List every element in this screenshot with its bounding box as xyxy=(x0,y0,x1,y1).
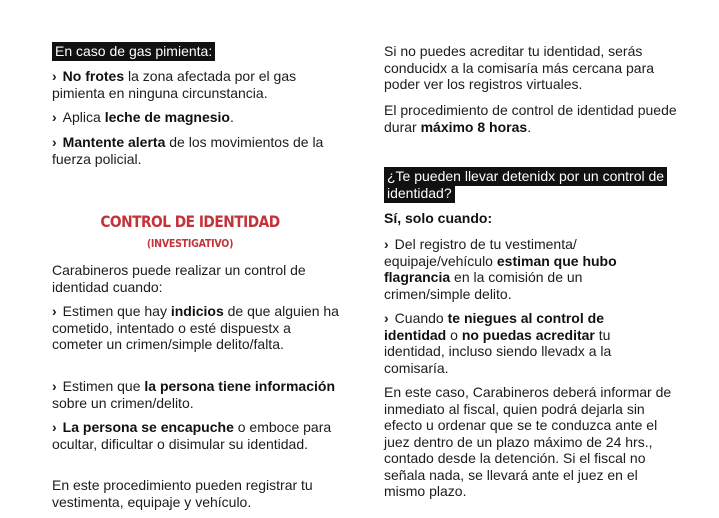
detain-item-2: › Cuando te niegues al control de identidad o no puedas acreditar tu identidad, incluso siendo llevadx a la comisaría. xyxy=(384,310,612,376)
duration-paragraph: El procedimiento de control de identidad puede durar máximo 8 horas. xyxy=(384,102,677,135)
control-title: CONTROL DE IDENTIDAD xyxy=(100,212,280,231)
control-item-1: › Estimen que hay indicios de que alguien ha cometido, intentado o esté dispuestx a cometer un crimen/simple delito/falta. xyxy=(52,303,339,352)
control-closing: En este procedimiento pueden registrar tu vestimenta, equipaje y vehículo. xyxy=(52,477,313,510)
detain-heading: ¿Te pueden llevar detenidx por un control de identidad? xyxy=(384,168,674,202)
gas-item-1: › No frotes la zona afectada por el gas pimienta en ninguna circunstancia. xyxy=(52,68,297,101)
gas-item-3: › Mantente alerta de los movimientos de la fuerza policial. xyxy=(52,134,324,167)
detain-closing: En este caso, Carabineros deberá informar de inmediato al fiscal, quien podrá dejarla sin efecto u ordenar que se te conduzca ante el juez dentro de un plazo máximo de 24 hrs., contado desde la detención. Si el fiscal no señala nada, se llevará ante el juez en el mismo plazo. xyxy=(384,384,672,499)
control-subtitle: (INVESTIGATIVO) xyxy=(146,237,234,250)
control-item-2: › Estimen que la persona tiene información sobre un crimen/delito. xyxy=(52,378,335,411)
control-intro: Carabineros puede realizar un control de identidad cuando: xyxy=(52,262,306,295)
no-id-paragraph: Si no puedes acreditar tu identidad, serás conducidx a la comisaría más cercana para poder ver los registros virtuales. xyxy=(384,43,655,92)
control-item-3: › La persona se encapuche o emboce para ocultar, dificultar o disimular su identidad. xyxy=(52,419,332,452)
detain-item-1: › Del registro de tu vestimenta/ equipaje/vehículo estiman que hubo flagrancia en la comisión de un crimen/simple delito. xyxy=(384,236,617,302)
only-when-label: Sí, solo cuando: xyxy=(384,210,493,226)
gas-item-2: › Aplica leche de magnesio. xyxy=(52,109,234,125)
gas-heading: En caso de gas pimienta: xyxy=(52,43,215,60)
